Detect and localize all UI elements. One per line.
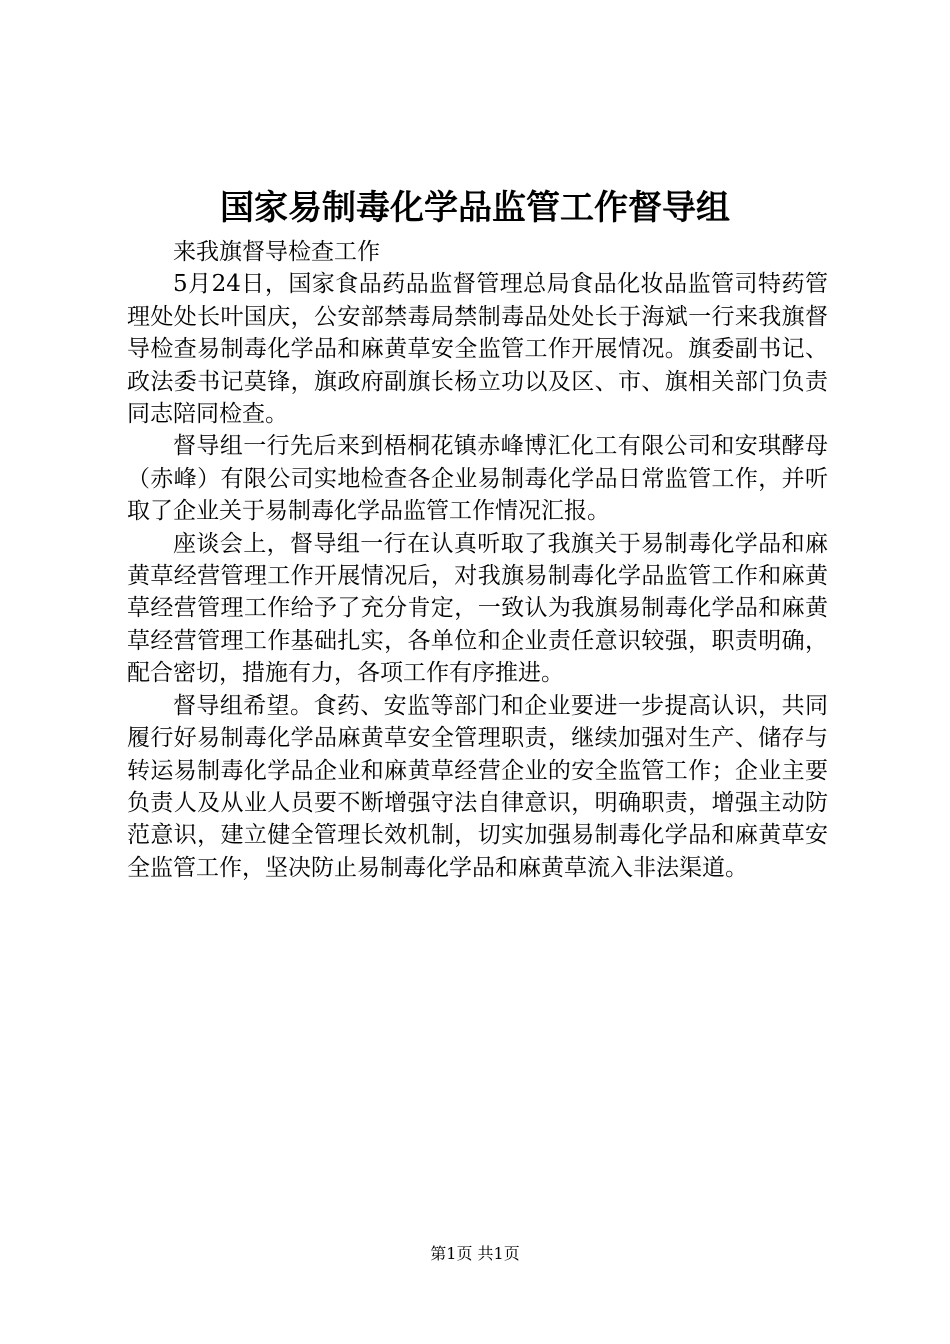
body-paragraph: 督导组一行先后来到梧桐花镇赤峰博汇化工有限公司和安琪酵母（赤峰）有限公司实地检查各企业易制毒化学品日常监管工作，并听取了企业关于易制毒化学品监管工作情况汇报。 — [127, 433, 828, 525]
document-title: 国家易制毒化学品监管工作督导组 — [220, 188, 730, 228]
body-paragraph: 座谈会上，督导组一行在认真听取了我旗关于易制毒化学品和麻黄草经营管理工作开展情况后，对我旗易制毒化学品监管工作和麻黄草经营管理工作给予了充分肯定，一致认为我旗易制毒化学品和麻黄草经营管理工作基础扎实，各单位和企业责任意识较强，职责明确，配合密切，措施有力，各项工作有序推进。 — [127, 530, 828, 687]
body-paragraph: 督导组希望。食药、安监等部门和企业要进一步提高认识，共同履行好易制毒化学品麻黄草安全管理职责，继续加强对生产、储存与转运易制毒化学品企业和麻黄草经营企业的安全监管工作；企业主要负责人及从业人员要不断增强守法自律意识，明确职责，增强主动防范意识，建立健全管理长效机制，切实加强易制毒化学品和麻黄草安全监管工作，坚决防止易制毒化学品和麻黄草流入非法渠道。 — [127, 692, 828, 881]
document-body — [127, 236, 828, 884]
subtitle-paragraph: 来我旗督导检查工作 — [173, 239, 380, 265]
page-footer: 第1页 共1页 — [430, 1244, 520, 1263]
body-paragraph: 5月24日，国家食品药品监督管理总局食品化妆品监管司特药管理处处长叶国庆，公安部禁毒局禁制毒品处处长于海斌一行来我旗督导检查易制毒化学品和麻黄草安全监管工作开展情况。旗委副书记、政法委书记莫锋，旗政府副旗长杨立功以及区、市、旗相关部门负责同志陪同检查。 — [127, 271, 828, 428]
